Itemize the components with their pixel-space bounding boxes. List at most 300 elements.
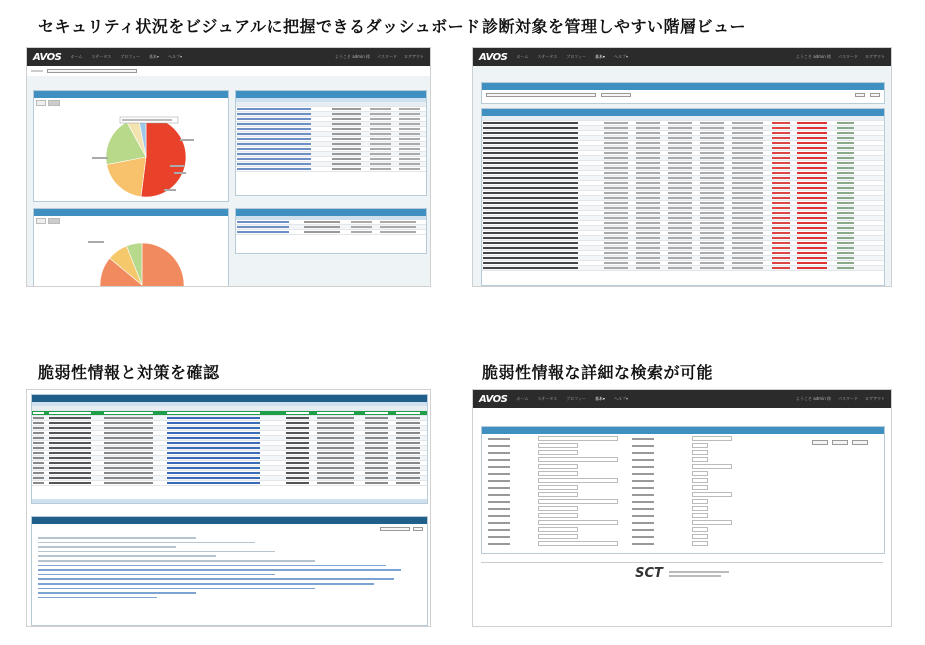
table-cell <box>635 232 667 234</box>
table-cell <box>369 113 398 115</box>
table-cell <box>796 222 836 224</box>
table-cell <box>635 267 667 269</box>
table-cell <box>667 212 699 214</box>
pie-widget-1 <box>33 90 229 202</box>
search-field-input[interactable] <box>692 485 708 490</box>
nav-help[interactable]: ヘルプ▾ <box>167 54 182 59</box>
table-cell <box>836 202 860 204</box>
search-field-input[interactable] <box>692 513 708 518</box>
table-cell <box>731 162 771 164</box>
table-cell <box>236 128 331 130</box>
table-cell <box>395 422 427 424</box>
table-cell <box>699 202 731 204</box>
table-cell <box>369 128 398 130</box>
table-cell <box>771 267 795 269</box>
table-cell <box>482 172 603 174</box>
search-clear-button[interactable] <box>812 440 828 445</box>
table-cell <box>395 467 427 469</box>
table-row[interactable] <box>482 266 884 271</box>
search-field-label <box>632 473 654 475</box>
detail-line <box>38 569 401 571</box>
filter-org-select[interactable] <box>486 93 596 97</box>
table-cell <box>635 217 667 219</box>
table-cell <box>836 177 860 179</box>
table-cell <box>667 242 699 244</box>
table-row[interactable] <box>236 230 426 235</box>
search-field-input[interactable] <box>538 485 578 490</box>
nav-home-3[interactable]: ホーム <box>516 396 529 401</box>
table-cell <box>285 452 317 454</box>
table-cell <box>395 412 427 414</box>
table-cell <box>48 477 103 479</box>
table-cell <box>699 172 731 174</box>
table-cell <box>285 477 317 479</box>
table-cell <box>398 113 427 115</box>
vuln-detail-widget <box>31 516 428 626</box>
filter-clear-button[interactable] <box>855 93 865 97</box>
table-cell <box>635 237 667 239</box>
search-field-label <box>632 452 654 454</box>
table-cell <box>398 158 427 160</box>
table-cell <box>699 217 731 219</box>
table-cell <box>635 187 667 189</box>
table-cell <box>398 128 427 130</box>
table-cell <box>316 437 363 439</box>
search-field-input[interactable] <box>692 506 708 511</box>
table-cell <box>771 212 795 214</box>
nav-password-3[interactable]: パスワード <box>838 396 858 401</box>
table-cell <box>699 232 731 234</box>
table-cell <box>635 152 667 154</box>
detail-line <box>38 546 176 548</box>
table-cell <box>836 172 860 174</box>
table-cell <box>635 167 667 169</box>
org-label <box>31 70 43 72</box>
search-field-input[interactable] <box>692 457 708 462</box>
table-cell <box>395 427 427 429</box>
detail-line <box>38 574 275 576</box>
table-cell <box>285 462 317 464</box>
table-cell <box>166 432 285 434</box>
table-cell <box>603 152 635 154</box>
table-cell <box>482 217 603 219</box>
table-cell <box>771 157 795 159</box>
detail-line <box>38 542 255 544</box>
table-cell <box>331 143 369 145</box>
table-cell <box>603 192 635 194</box>
table-cell <box>796 212 836 214</box>
table-cell <box>731 222 771 224</box>
search-field-input[interactable] <box>538 478 618 483</box>
panel-title-vuln-info: 脆弱性情報と対策を確認 <box>38 363 220 382</box>
table-cell <box>482 197 603 199</box>
search-field-input[interactable] <box>538 534 578 539</box>
table-cell <box>667 137 699 139</box>
search-field-label <box>632 543 654 545</box>
nav-basic-3[interactable]: 基本▾ <box>594 396 605 401</box>
search-field-label <box>488 452 510 454</box>
search-field-input[interactable] <box>538 457 618 462</box>
nav-logout-2[interactable]: ログアウト <box>865 54 885 59</box>
vuln-detail-button-2[interactable] <box>413 527 423 531</box>
table-cell <box>796 182 836 184</box>
recent-widget-header <box>236 91 426 98</box>
table-cell <box>635 252 667 254</box>
table-cell <box>796 267 836 269</box>
table-cell <box>796 237 836 239</box>
org-select[interactable] <box>47 69 137 73</box>
table-cell <box>771 252 795 254</box>
table-cell <box>32 442 48 444</box>
table-cell <box>482 232 603 234</box>
table-cell <box>603 167 635 169</box>
table-cell <box>166 457 285 459</box>
nav-profile-3[interactable]: ブロフィー <box>566 396 586 401</box>
table-cell <box>635 197 667 199</box>
table-cell <box>771 257 795 259</box>
table-cell <box>603 162 635 164</box>
table-cell <box>103 427 166 429</box>
table-cell <box>395 482 427 484</box>
search-field-label <box>488 459 510 461</box>
nav-password[interactable]: パスワード <box>377 54 397 59</box>
vuln-info-screenshot <box>26 389 431 627</box>
table-cell <box>285 482 317 484</box>
table-cell <box>331 163 369 165</box>
table-cell <box>796 202 836 204</box>
table-cell <box>771 137 795 139</box>
search-field-input[interactable] <box>692 492 732 497</box>
table-cell <box>482 187 603 189</box>
table-cell <box>771 222 795 224</box>
search-field-input[interactable] <box>692 499 708 504</box>
table-cell <box>635 162 667 164</box>
footer-brand <box>473 566 891 581</box>
table-cell <box>731 227 771 229</box>
nav-logout[interactable]: ログアウト <box>404 54 424 59</box>
table-cell <box>364 422 396 424</box>
table-cell <box>316 417 363 419</box>
search-field-label <box>632 522 654 524</box>
table-cell <box>667 167 699 169</box>
pie-chart-1 <box>34 109 228 201</box>
nav-home-2[interactable]: ホーム <box>516 54 529 59</box>
table-cell <box>482 177 603 179</box>
table-cell <box>482 252 603 254</box>
search-field-input[interactable] <box>538 527 578 532</box>
table-cell <box>398 118 427 120</box>
table-cell <box>331 168 369 170</box>
table-cell <box>796 142 836 144</box>
search-field-input[interactable] <box>692 541 708 546</box>
search-field-input[interactable] <box>538 471 578 476</box>
table-cell <box>731 207 771 209</box>
nav-basic[interactable]: 基本▾ <box>148 54 159 59</box>
table-cell <box>796 147 836 149</box>
table-cell <box>699 227 731 229</box>
table-cell <box>331 128 369 130</box>
table-cell <box>836 137 860 139</box>
search-field-input[interactable] <box>538 506 578 511</box>
table-cell <box>836 212 860 214</box>
table-cell <box>48 467 103 469</box>
table-cell <box>731 197 771 199</box>
table-cell <box>635 122 667 124</box>
table-cell <box>796 247 836 249</box>
table-cell <box>398 143 427 145</box>
table-cell <box>699 192 731 194</box>
search-field-input[interactable] <box>692 534 708 539</box>
table-cell <box>796 127 836 129</box>
footer-divider <box>481 562 883 563</box>
table-cell <box>316 427 363 429</box>
table-cell <box>771 172 795 174</box>
table-cell <box>796 167 836 169</box>
table-cell <box>731 167 771 169</box>
table-cell <box>48 482 103 484</box>
table-cell <box>699 137 731 139</box>
table-cell <box>236 231 303 233</box>
search-field-input[interactable] <box>692 471 708 476</box>
table-cell <box>236 226 303 228</box>
search-field-input[interactable] <box>692 478 708 483</box>
nav-logout-3[interactable]: ログアウト <box>865 396 885 401</box>
search-field-input[interactable] <box>538 464 578 469</box>
table-cell <box>482 152 603 154</box>
table-cell <box>699 167 731 169</box>
search-field-input[interactable] <box>538 492 578 497</box>
table-cell <box>285 432 317 434</box>
table-cell <box>699 212 731 214</box>
nav-welcome-3: ようこそ admin 様 <box>795 396 831 401</box>
table-cell <box>32 472 48 474</box>
nav-status-2[interactable]: ステータス <box>537 54 558 59</box>
table-cell <box>635 202 667 204</box>
table-cell <box>364 477 396 479</box>
vuln-detail-button-1[interactable] <box>380 527 410 531</box>
table-cell <box>603 137 635 139</box>
table-cell <box>836 232 860 234</box>
search-field-input[interactable] <box>692 464 732 469</box>
table-cell <box>32 467 48 469</box>
table-cell <box>379 231 427 233</box>
search-field-label <box>632 515 654 517</box>
search-form-body <box>482 434 884 552</box>
table-cell <box>771 247 795 249</box>
search-field-label <box>632 494 654 496</box>
pie-widget-2 <box>33 208 229 287</box>
table-cell <box>635 172 667 174</box>
table-cell <box>667 192 699 194</box>
table-cell <box>364 417 396 419</box>
table-cell <box>166 467 285 469</box>
table-cell <box>699 207 731 209</box>
pie1-slice[interactable] <box>141 117 186 197</box>
search-field-label <box>488 438 510 440</box>
table-cell <box>369 168 398 170</box>
table-cell <box>364 437 396 439</box>
table-cell <box>603 157 635 159</box>
search-field-input[interactable] <box>538 443 578 448</box>
table-cell <box>635 247 667 249</box>
table-cell <box>603 202 635 204</box>
nav-status-3[interactable]: ステータス <box>537 396 558 401</box>
search-field-input[interactable] <box>692 443 708 448</box>
table-cell <box>364 427 396 429</box>
nav-status[interactable]: ステータス <box>91 54 112 59</box>
table-cell <box>285 422 317 424</box>
vuln-detail-actions <box>32 524 427 534</box>
table-cell <box>364 442 396 444</box>
table-cell <box>316 442 363 444</box>
table-cell <box>316 462 363 464</box>
table-cell <box>369 143 398 145</box>
app-logo-2: AVOS <box>479 51 508 63</box>
table-cell <box>103 467 166 469</box>
search-export-button[interactable] <box>852 440 868 445</box>
search-field-label <box>632 438 654 440</box>
table-cell <box>635 227 667 229</box>
table-cell <box>350 221 379 223</box>
table-cell <box>836 257 860 259</box>
search-field-input[interactable] <box>538 436 618 441</box>
table-cell <box>836 147 860 149</box>
table-cell <box>796 192 836 194</box>
table-cell <box>796 252 836 254</box>
table-cell <box>331 123 369 125</box>
table-cell <box>603 222 635 224</box>
table-cell <box>48 442 103 444</box>
table-cell <box>836 222 860 224</box>
table-cell <box>667 147 699 149</box>
table-cell <box>635 262 667 264</box>
search-form-header <box>482 427 884 434</box>
table-cell <box>796 187 836 189</box>
search-field-label <box>488 522 510 524</box>
tab-detail-2[interactable] <box>48 218 60 224</box>
table-cell <box>482 242 603 244</box>
nav-profile-2[interactable]: ブロフィー <box>566 54 586 59</box>
detail-line <box>38 583 374 585</box>
table-cell <box>836 242 860 244</box>
table-cell <box>667 202 699 204</box>
table-cell <box>771 162 795 164</box>
table-cell <box>379 221 427 223</box>
table-cell <box>771 132 795 134</box>
table-cell <box>166 422 285 424</box>
table-cell <box>379 226 427 228</box>
table-cell <box>836 162 860 164</box>
table-cell <box>731 232 771 234</box>
table-cell <box>731 247 771 249</box>
table-cell <box>285 412 317 414</box>
table-cell <box>482 212 603 214</box>
table-cell <box>796 177 836 179</box>
nav-password-2[interactable]: パスワード <box>838 54 858 59</box>
table-cell <box>331 108 369 110</box>
detail-line <box>38 565 386 567</box>
table-cell <box>103 447 166 449</box>
table-cell <box>603 187 635 189</box>
table-cell <box>667 267 699 269</box>
nav-help-3[interactable]: ヘルプ▾ <box>613 396 628 401</box>
table-row[interactable] <box>236 167 426 172</box>
search-field-label <box>632 459 654 461</box>
table-cell <box>103 432 166 434</box>
table-cell <box>731 262 771 264</box>
table-cell <box>32 432 48 434</box>
nav-welcome-2: ようこそ admin 様 <box>795 54 831 59</box>
table-cell <box>48 452 103 454</box>
app-navbar-3 <box>473 390 891 408</box>
filter-row <box>482 90 884 100</box>
app-navbar <box>27 48 430 66</box>
table-cell <box>836 187 860 189</box>
recent-widget-rows <box>236 107 426 172</box>
table-cell <box>482 262 603 264</box>
table-cell <box>236 108 331 110</box>
search-field-input[interactable] <box>538 513 578 518</box>
table-cell <box>603 147 635 149</box>
search-field-input[interactable] <box>538 541 618 546</box>
search-field-input[interactable] <box>538 450 578 455</box>
search-field-label <box>632 466 654 468</box>
table-cell <box>699 122 731 124</box>
search-field-input[interactable] <box>692 450 708 455</box>
tab-top-2[interactable] <box>36 218 46 224</box>
table-cell <box>603 197 635 199</box>
search-field-input[interactable] <box>538 520 618 525</box>
table-cell <box>771 262 795 264</box>
table-cell <box>771 177 795 179</box>
search-field-label <box>632 487 654 489</box>
table-cell <box>836 197 860 199</box>
search-field-input[interactable] <box>692 527 708 532</box>
table-cell <box>836 217 860 219</box>
search-submit-button[interactable] <box>832 440 848 445</box>
table-cell <box>699 237 731 239</box>
search-field-input[interactable] <box>692 520 732 525</box>
table-cell <box>635 142 667 144</box>
table-cell <box>285 427 317 429</box>
table-cell <box>731 147 771 149</box>
nav-profile[interactable]: ブロフィー <box>120 54 140 59</box>
table-row[interactable] <box>32 481 427 486</box>
table-cell <box>699 267 731 269</box>
table-cell <box>699 262 731 264</box>
filter-type-select[interactable] <box>601 93 631 97</box>
nav-home[interactable]: ホーム <box>70 54 83 59</box>
table-cell <box>236 158 331 160</box>
table-cell <box>482 157 603 159</box>
table-cell <box>796 122 836 124</box>
search-field-input[interactable] <box>692 436 732 441</box>
filter-search-button[interactable] <box>870 93 880 97</box>
table-cell <box>316 457 363 459</box>
table-cell <box>699 142 731 144</box>
table-cell <box>166 427 285 429</box>
table-cell <box>699 252 731 254</box>
nav-basic-2[interactable]: 基本▾ <box>594 54 605 59</box>
tab-top[interactable] <box>36 100 46 106</box>
table-cell <box>316 412 363 414</box>
search-field-input[interactable] <box>538 499 618 504</box>
table-cell <box>836 152 860 154</box>
table-cell <box>771 232 795 234</box>
nav-help-2[interactable]: ヘルプ▾ <box>613 54 628 59</box>
tab-detail[interactable] <box>48 100 60 106</box>
table-cell <box>482 127 603 129</box>
